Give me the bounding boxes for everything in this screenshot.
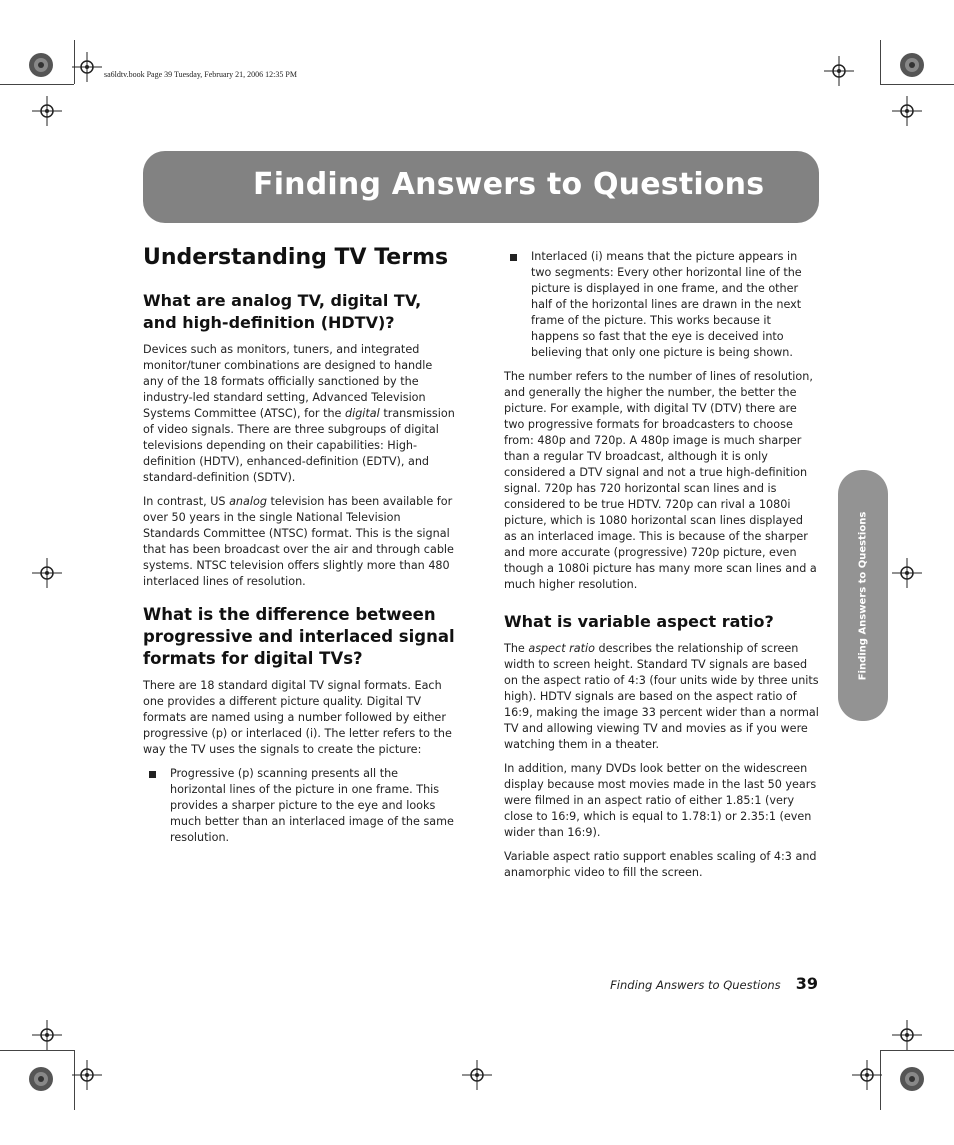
footer-title: Finding Answers to Questions [610,978,781,992]
paragraph: The number refers to the number of lines of resolution, and generally the higher the number, the better the picture. For example, with digital TV (DTV) there are two progressive formats for broadcasters to choose from: 480p and 720p. A 480p image is much sharper than a regular TV broadcast, although it is only considered a DTV signal and not a true high-definition signal. 720p has 720 horizontal scan lines and is considered to be true HDTV. 720p can rival a 1080i picture, which is 1080 horizontal scan lines displayed as an interlaced image. This is because of the sharper and more accurate (progressive) 720p picture, even though a 1080i picture has many more scan lines and a much higher resolution. [504,370,817,591]
registration-mark-icon [892,1020,922,1050]
registration-mark-icon [824,56,854,86]
registration-mark-icon [72,52,102,82]
registration-mark-icon [32,1020,62,1050]
print-slug: sa6ldtv.book Page 39 Tuesday, February 21, 2006 12:35 PM [104,70,297,79]
crop-line [0,84,74,85]
list-item-text: Progressive (p) scanning presents all the horizontal lines of the picture in one frame. This provides a sharper picture to the eye and looks much better than an interlaced image of the same resolution. [170,767,454,844]
registration-mark-icon [72,1060,102,1090]
page-number: 39 [795,974,818,993]
chapter-title: Finding Answers to Questions [253,167,765,202]
paragraph-text: Devices such as monitors, tuners, and integrated monitor/tuner combinations are designed to handle any of the 18 formats officially sanctioned by the industry-led standard setting, Advanced Television Systems Committee (ATSC), for the [143,343,433,420]
chapter-side-tab [838,470,888,721]
list-item [504,249,819,361]
emphasis-text: analog [229,495,267,508]
paragraph [504,641,819,753]
chapter-title-banner [143,151,819,223]
left-column [143,245,456,854]
registration-mark-icon [32,558,62,588]
registration-mark-icon [892,558,922,588]
page-footer [610,974,818,993]
paragraph: In addition, many DVDs look better on the widescreen display because most movies made in the last 50 years were filmed in an aspect ratio of either 1.85:1 (very close to 16:9, which is equal to 1.78:1) or 2.35:1 (even wider than 16:9). [504,762,817,839]
side-tab-label: Finding Answers to Questions [857,511,869,680]
section-heading: Understanding TV Terms [143,245,449,270]
right-column [504,249,819,889]
bullet-list [143,766,456,846]
paragraph: Variable aspect ratio support enables scaling of 4:3 and anamorphic video to fill the screen. [504,850,817,879]
emphasis-text: digital [345,407,380,420]
paragraph-text: transmission of video signals. There are three subgroups of digital televisions depending on their capabilities: High-definition (HDTV), enhanced-definition (EDTV), and standard-definition (SDTV). [143,407,455,484]
registration-mark-icon [892,96,922,126]
bullet-square-icon [149,771,156,778]
list-item [143,766,456,846]
crop-line [880,40,881,84]
paragraph [143,342,456,486]
paragraph: There are 18 standard digital TV signal formats. Each one provides a different picture quality. Digital TV formats are named using a number followed by either progressive (p) or interlaced (i). The letter refers to the way the TV uses the signals to create the picture: [143,679,452,756]
starburst-rosette-icon [28,1066,54,1092]
paragraph-text: television has been available for over 50 years in the single National Television Standards Committee (NTSC) format. This is the signal that has been broadcast over the air and through cable systems. NTSC television offers slightly more than 480 interlaced lines of resolution. [143,495,454,588]
bullet-square-icon [510,254,517,261]
starburst-rosette-icon [899,52,925,78]
paragraph [143,494,456,590]
question-heading: What is the difference between progressive and interlaced signal formats for digital TVs? [143,605,455,668]
list-item-text: Interlaced (i) means that the picture appears in two segments: Every other horizontal line of the picture is displayed in one frame, and the other half of the horizontal lines are drawn in the next frame of the picture. This works because it happens so fast that the eye is deceived into believing that only one picture is being shown. [531,250,802,359]
registration-mark-icon [32,96,62,126]
starburst-rosette-icon [28,52,54,78]
question-heading: What are analog TV, digital TV, and high-definition (HDTV)? [143,291,422,332]
paragraph-text: In contrast, US [143,495,230,508]
question-heading: What is variable aspect ratio? [504,612,774,631]
bullet-list [504,249,819,361]
crop-line [0,1050,74,1051]
registration-mark-icon [462,1060,492,1090]
paragraph-text: The [504,642,529,655]
registration-mark-icon [852,1060,882,1090]
starburst-rosette-icon [899,1066,925,1092]
paragraph-text: describes the relationship of screen width to screen height. Standard TV signals are based on the aspect ratio of 4:3 (four units wide by three units high). HDTV signals are based on the aspect ratio of 16:9, making the image 33 percent wider than a normal TV and allowing viewing TV and movies as if you were watching them in a theater. [504,642,819,751]
crop-line [880,84,954,85]
crop-line [880,1050,954,1051]
emphasis-text: aspect ratio [528,642,595,655]
